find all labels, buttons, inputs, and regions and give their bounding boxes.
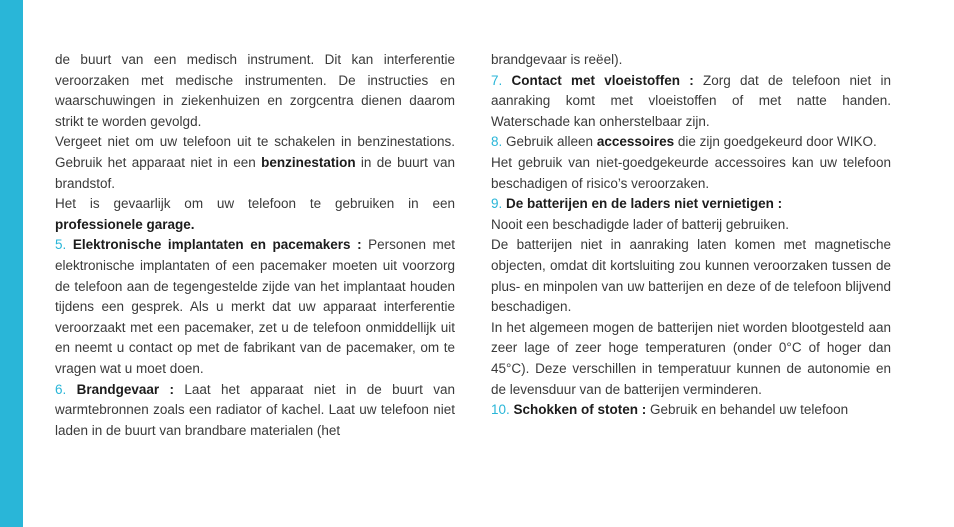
body-text: Gebruik alleen — [506, 134, 597, 150]
paragraph — [55, 50, 455, 132]
body-text: De batterijen niet in aanraking laten komen met magnetische objecten, omdat dit kortsluiting zou kunnen veroorzaken tussen de plus- en minpolen van uw batterijen en deze of de telefoon blijvend beschadigen. — [491, 237, 891, 315]
emphasis-text: Brandgevaar : — [76, 381, 175, 397]
body-text: Nooit een beschadigde lader of batterij gebruiken. — [491, 216, 789, 232]
paragraph — [491, 400, 891, 421]
paragraph — [491, 50, 891, 71]
paragraph — [55, 194, 455, 235]
section-number: 10. — [491, 402, 514, 418]
emphasis-text: benzinestation — [261, 154, 356, 170]
section-number: 5. — [55, 237, 73, 253]
body-text: in de buurt van brandstof. — [55, 154, 455, 191]
paragraph — [55, 235, 455, 379]
body-text: In het algemeen mogen de batterijen niet worden blootgesteld aan zeer lage of zeer hoge temperaturen (onder 0°C of hoger dan 45°C). Deze verschillen in temperatuur kunnen de autonomie en de levensduur van de batterijen verminderen. — [491, 319, 891, 397]
paragraph — [491, 71, 891, 133]
paragraph — [55, 132, 455, 194]
body-text: Het is gevaarlijk om uw telefoon te gebruiken in een — [55, 196, 455, 212]
paragraph — [491, 235, 891, 317]
section-number: 7. — [491, 72, 512, 88]
paragraph — [491, 194, 891, 215]
paragraph — [491, 132, 891, 153]
emphasis-text: Schokken of stoten : — [513, 402, 647, 418]
body-text: Gebruik en behandel uw telefoon — [646, 402, 849, 418]
emphasis-text: De batterijen en de laders niet vernietigen : — [506, 196, 783, 212]
paragraph — [491, 215, 891, 236]
body-text: Vergeet niet om uw telefoon uit te schakelen in benzinestations. Gebruik het apparaat niet in een — [55, 134, 455, 170]
body-text: de buurt van een medisch instrument. Dit kan interferentie veroorzaken met medische instrumenten. De instructies en waarschuwingen in ziekenhuizen en zorgcentra dienen daarom strikt te worden gevolgd. — [55, 52, 455, 129]
body-text: brandgevaar is reëel). — [491, 52, 623, 67]
emphasis-text: Contact met vloeistoffen : — [511, 72, 694, 88]
emphasis-text: professionele garage. — [55, 216, 195, 232]
section-number: 8. — [491, 134, 507, 150]
paragraph — [491, 318, 891, 400]
body-text: die zijn goedgekeurd door WIKO. — [674, 134, 877, 150]
emphasis-text: accessoires — [596, 134, 675, 150]
accent-sidebar-bar — [0, 0, 23, 527]
emphasis-text: Elektronische implantaten en pacemakers : — [72, 237, 362, 253]
body-text: Het gebruik van niet-goedgekeurde accessoires kan uw telefoon beschadigen of risico’s veroorzaken. — [491, 154, 891, 191]
section-number: 9. — [491, 196, 507, 212]
body-text: Zorg dat de telefoon niet in aanraking komt met vloeistoffen of met natte handen. Waterschade kan onherstelbaar zijn. — [491, 72, 891, 129]
body-text: Laat het apparaat niet in de buurt van warmtebronnen zoals een radiator of kachel. Laat uw telefoon niet laden in de buurt van brandbare materialen (het — [55, 381, 455, 438]
body-text: Personen met elektronische implantaten of een pacemaker moeten uit voorzorg de telefoon aan de tegengestelde zijde van het implantaat houden tijdens een gesprek. Als u merkt dat uw apparaat interferentie veroorzaakt met een pacemaker, zet u de telefoon onmiddellijk uit en neemt u contact op met de fabrikant van de pacemaker, om te vragen wat u moet doen. — [55, 237, 455, 376]
section-number: 6. — [55, 381, 77, 397]
paragraph — [491, 153, 891, 194]
left-text-column — [55, 50, 455, 441]
paragraph — [55, 380, 455, 442]
right-text-column — [491, 50, 891, 421]
